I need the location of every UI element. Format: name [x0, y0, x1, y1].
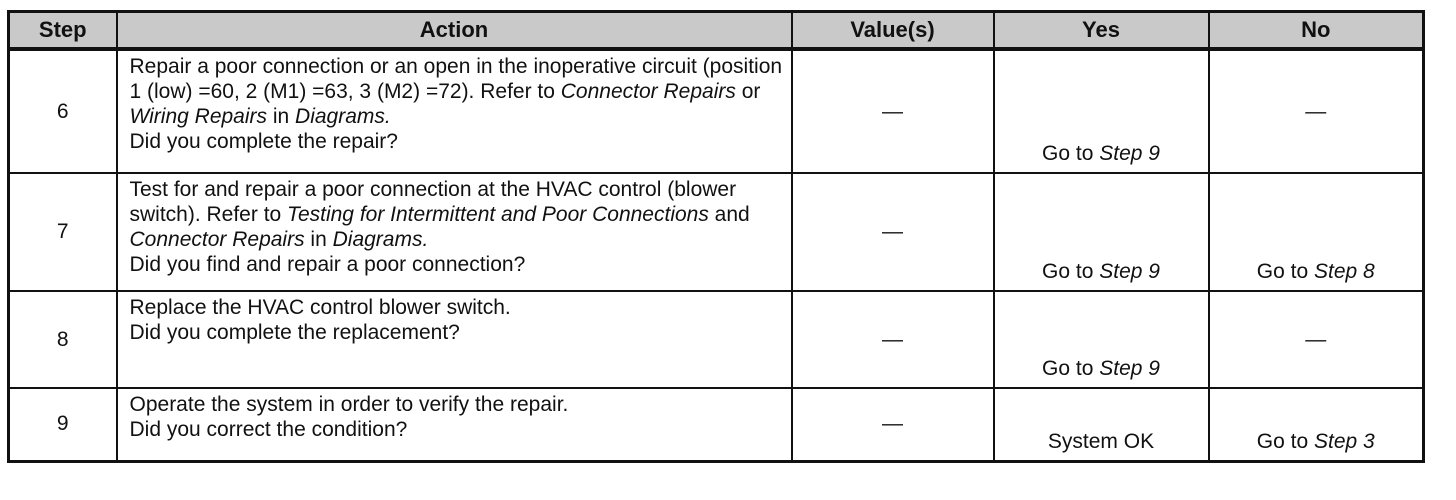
action-cell: [117, 173, 792, 291]
no-cell: [1209, 291, 1424, 388]
action-cell: [117, 388, 792, 461]
no-cell: [1209, 388, 1424, 461]
no-cell: [1209, 173, 1424, 291]
value-cell: [792, 173, 994, 291]
step-number: 9: [9, 388, 117, 461]
yes-result-text: System OK: [1047, 429, 1155, 453]
no-dash: —: [1305, 99, 1327, 123]
value-dash: —: [882, 220, 903, 243]
value-cell: [792, 49, 994, 173]
step-number: 6: [9, 49, 117, 173]
header-no: No: [1209, 12, 1424, 50]
value-cell: [792, 388, 994, 461]
value-dash: —: [882, 412, 903, 436]
no-goto-link[interactable]: Go to Step 8: [1256, 260, 1375, 283]
value-cell: [792, 291, 994, 388]
diagnostic-table: [7, 10, 1425, 463]
step-number: 7: [9, 173, 117, 291]
action-cell: [117, 49, 792, 173]
action-text: Repair a poor connection or an open in the inoperative circuit (position 1 (low) =60, 2 (M1) =63, 3 (M2) =72). Refer to Connector Repairs or Wiring Repairs in Diagrams.: [129, 55, 783, 128]
action-text: Replace the HVAC control blower switch.: [129, 296, 511, 319]
yes-goto-link[interactable]: Go to Step 9: [1042, 357, 1160, 380]
action-text: Test for and repair a poor connection at the HVAC control (blower switch). Refer to Testing for Intermittent and Poor Connections and Connector Repairs in Diagrams.: [129, 178, 750, 251]
yes-cell: [994, 388, 1209, 461]
action-question: Did you complete the repair?: [129, 130, 398, 153]
yes-goto-link[interactable]: Go to Step 9: [1042, 142, 1160, 165]
no-cell: [1209, 49, 1424, 173]
table-row-step-9: [9, 388, 1424, 461]
header-step: Step: [9, 12, 117, 50]
header-row: [9, 12, 1424, 50]
table-row-step-6: [9, 49, 1424, 173]
header-action: Action: [117, 12, 792, 50]
action-question: Did you complete the replacement?: [129, 321, 460, 344]
yes-goto-link[interactable]: Go to Step 9: [1042, 260, 1160, 283]
action-cell: [117, 291, 792, 388]
action-question: Did you find and repair a poor connection?: [129, 253, 526, 276]
table-row-step-8: [9, 291, 1424, 388]
header-values: Value(s): [792, 12, 994, 50]
yes-cell: [994, 291, 1209, 388]
table-row-step-7: [9, 173, 1424, 291]
action-question: Did you correct the condition?: [129, 418, 408, 441]
yes-cell: [994, 49, 1209, 173]
header-yes: Yes: [994, 12, 1209, 50]
value-dash: —: [882, 327, 903, 351]
no-dash: —: [1305, 327, 1327, 351]
no-goto-link[interactable]: Go to Step 3: [1256, 429, 1375, 453]
yes-cell: [994, 173, 1209, 291]
step-number: 8: [9, 291, 117, 388]
action-text: Operate the system in order to verify the repair.: [129, 393, 569, 416]
value-dash: —: [882, 99, 903, 123]
